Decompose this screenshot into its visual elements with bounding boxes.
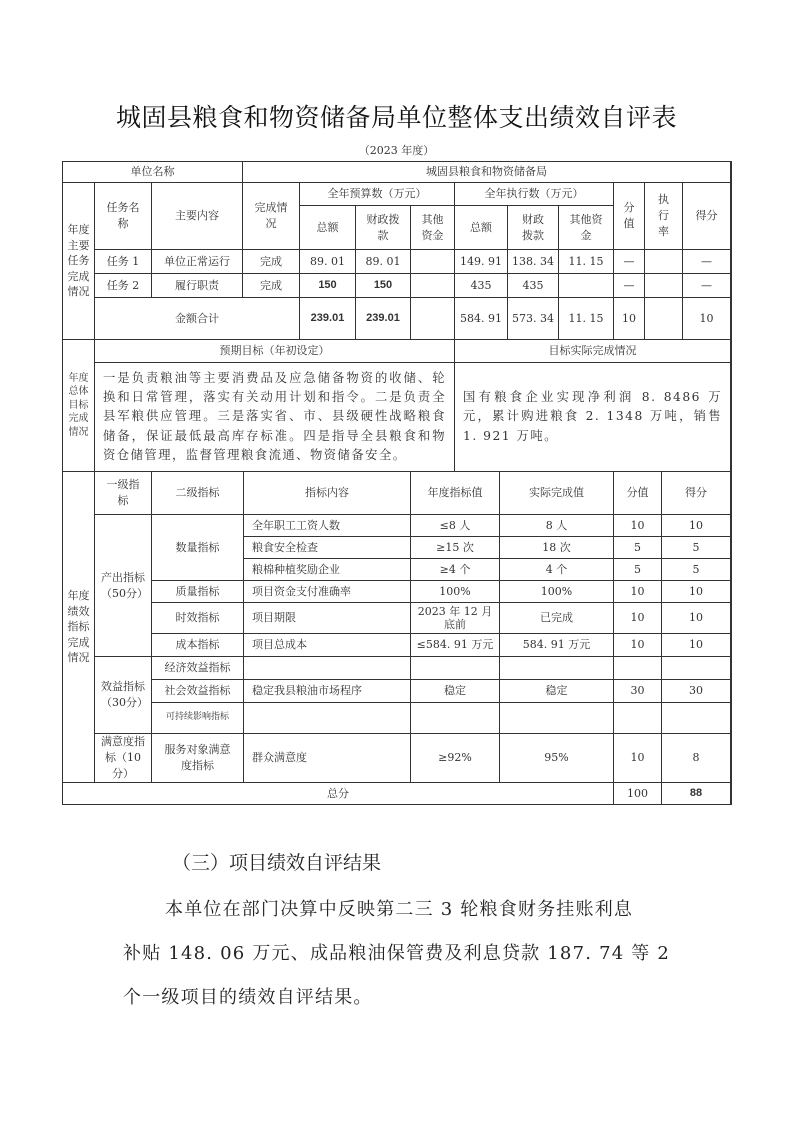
- indicator-row-8-actual: [499, 702, 614, 734]
- indicator-row-7-content: 稳定我县粮油市场程序: [243, 679, 411, 703]
- task-2-name: 任务 2: [94, 273, 152, 298]
- indicator-row-8-score: [661, 702, 731, 734]
- header-budget-fiscal: 财政拨款: [355, 205, 411, 250]
- goals-actual-header: 目标实际完成情况: [454, 339, 731, 363]
- indicator-row-5-score: 10: [661, 633, 731, 657]
- task-2-exec-fiscal: 435: [507, 273, 559, 298]
- header-budget-total: 总额: [299, 205, 356, 250]
- indicator-row-7-score: 30: [661, 679, 731, 703]
- level2-quantity: 数量指标: [151, 514, 244, 581]
- indicator-row-1-content: 粮食安全检查: [243, 536, 411, 559]
- level1-benefit: 效益指标（30分）: [94, 656, 152, 734]
- level2-satisfaction: 服务对象满意度指标: [151, 733, 244, 783]
- level2-timeliness: 时效指标: [151, 602, 244, 634]
- header-ind-score: 得分: [661, 471, 731, 515]
- task-1-status: 完成: [242, 249, 300, 274]
- indicator-row-0-score-value: 10: [613, 514, 662, 537]
- results-heading: （三）项目绩效自评结果: [172, 852, 382, 874]
- task-1-exec-fiscal: 138. 34: [507, 249, 559, 274]
- task-2-score-value: —: [613, 273, 645, 298]
- indicator-row-1-score: 5: [661, 536, 731, 559]
- header-score-value: 分值: [613, 182, 645, 250]
- indicator-row-0-actual: 8 人: [499, 514, 614, 537]
- header-exec-group: 全年执行数（万元）: [454, 182, 614, 206]
- header-task-name: 任务名称: [94, 182, 152, 250]
- task-1-exec-other: 11. 15: [558, 249, 614, 274]
- total-score: 10: [682, 297, 731, 340]
- indicator-row-2-score: 5: [661, 558, 731, 581]
- indicator-row-9-target: ≥92%: [410, 733, 500, 783]
- level1-satisfaction: 满意度指标（10分）: [94, 733, 152, 783]
- total-score-value: 10: [613, 297, 645, 340]
- unit-name-value: 城固县粮食和物资储备局: [242, 161, 731, 183]
- header-exec-total: 总额: [454, 205, 508, 250]
- document-title: 城固县粮食和物资储备局单位整体支出绩效自评表: [115, 103, 677, 132]
- header-indicator-content: 指标内容: [243, 471, 411, 515]
- task-1-budget-total: 89. 01: [299, 249, 356, 274]
- indicator-row-5-score-value: 10: [613, 633, 662, 657]
- indicator-row-0-score: 10: [661, 514, 731, 537]
- task-2-exec-other: [558, 273, 614, 298]
- indicator-row-9-actual: 95%: [499, 733, 614, 783]
- indicator-row-6-target: [410, 656, 500, 680]
- task-1-exec-rate: [644, 249, 683, 274]
- indicators-side-label: 年度绩效指标完成情况: [62, 471, 95, 783]
- task-2-status: 完成: [242, 273, 300, 298]
- indicator-row-0-content: 全年职工工资人数: [243, 514, 411, 537]
- header-main-content: 主要内容: [151, 182, 243, 250]
- task-2-exec-rate: [644, 273, 683, 298]
- results-line-1: 本单位在部门决算中反映第二三 3 轮粮食财务挂账利息: [165, 899, 634, 920]
- header-budget-group: 全年预算数（万元）: [299, 182, 455, 206]
- task-2-exec-total: 435: [454, 273, 508, 298]
- total-label: 金额合计: [94, 297, 300, 340]
- indicator-row-7-target: 稳定: [410, 679, 500, 703]
- task-2-budget-total: 150: [299, 273, 356, 298]
- header-level1: 一级指标: [94, 471, 152, 515]
- indicator-row-6-actual: [499, 656, 614, 680]
- task-2-budget-fiscal: 150: [355, 273, 411, 298]
- indicator-row-4-score: 10: [661, 602, 731, 634]
- level2-economic: 经济效益指标: [151, 656, 244, 680]
- total-budget-fiscal: 239.01: [355, 297, 411, 340]
- goals-expected-header: 预期目标（年初设定）: [94, 339, 455, 363]
- results-line-3: 个一级项目的绩效自评结果。: [123, 987, 373, 1008]
- indicator-row-2-content: 粮棉种植奖励企业: [243, 558, 411, 581]
- indicator-row-0-target: ≤8 人: [410, 514, 500, 537]
- task-1-name: 任务 1: [94, 249, 152, 274]
- header-ind-score-value: 分值: [613, 471, 662, 515]
- grand-total-score: 88: [661, 782, 731, 805]
- header-exec-fiscal: 财政拨款: [507, 205, 559, 250]
- indicator-row-8-content: [243, 702, 411, 734]
- task-1-score-value: —: [613, 249, 645, 274]
- indicator-row-1-score-value: 5: [613, 536, 662, 559]
- results-line-2: 补贴 148. 06 万元、成品粮油保管费及利息贷款 187. 74 等 2: [123, 943, 671, 964]
- total-exec-other: 11. 15: [558, 297, 614, 340]
- indicator-row-7-actual: 稳定: [499, 679, 614, 703]
- total-exec-total: 584. 91: [454, 297, 508, 340]
- indicator-row-5-actual: 584. 91 万元: [499, 633, 614, 657]
- header-exec-rate: 执行率: [644, 182, 683, 250]
- indicator-row-4-actual: 已完成: [499, 602, 614, 634]
- indicator-row-8-target: [410, 702, 500, 734]
- indicator-row-5-target: ≤584. 91 万元: [410, 633, 500, 657]
- indicator-row-4-content: 项目期限: [243, 602, 411, 634]
- indicator-row-4-score-value: 10: [613, 602, 662, 634]
- level1-output: 产出指标（50分）: [94, 514, 152, 657]
- header-actual-value: 实际完成值: [499, 471, 614, 515]
- indicator-row-1-actual: 18 次: [499, 536, 614, 559]
- indicator-row-1-target: ≥15 次: [410, 536, 500, 559]
- tasks-side-label: 年度主要任务完成情况: [62, 182, 95, 340]
- indicator-row-3-content: 项目资金支付准确率: [243, 580, 411, 603]
- indicator-row-2-score-value: 5: [613, 558, 662, 581]
- indicator-row-2-target: ≥4 个: [410, 558, 500, 581]
- indicator-row-7-score-value: 30: [613, 679, 662, 703]
- indicator-row-5-content: 项目总成本: [243, 633, 411, 657]
- grand-total-label: 总分: [62, 782, 614, 805]
- indicator-row-9-score: 8: [661, 733, 731, 783]
- level2-sustainable: 可持续影响指标: [151, 702, 244, 734]
- indicator-row-6-content: [243, 656, 411, 680]
- task-1-exec-total: 149. 91: [454, 249, 508, 274]
- total-budget-total: 239.01: [299, 297, 356, 340]
- task-2-score: —: [682, 273, 731, 298]
- total-exec-fiscal: 573. 34: [507, 297, 559, 340]
- indicator-row-3-actual: 100%: [499, 580, 614, 603]
- level2-quality: 质量指标: [151, 580, 244, 603]
- total-exec-rate: [644, 297, 683, 340]
- goals-expected-text: 一是负责粮油等主要消费品及应急储备物资的收储、轮换和日常管理，落实有关动用计划和指令。二是负责全县军粮供应管理。三是落实省、市、县级硬性战略粮食储备，保证最低最高库存标准。四是指导全县粮食和物资仓储管理，监督管理粮食流通、物资储备安全。: [94, 362, 455, 472]
- goals-side-label: 年度总体目标完成情况: [62, 339, 95, 472]
- task-1-content: 单位正常运行: [151, 249, 243, 274]
- document-subtitle: （2023 年度）: [358, 144, 435, 157]
- task-1-budget-fiscal: 89. 01: [355, 249, 411, 274]
- total-budget-other: [410, 297, 455, 340]
- indicator-row-8-score-value: [613, 702, 662, 734]
- grand-total-score-value: 100: [613, 782, 662, 805]
- task-2-content: 履行职责: [151, 273, 243, 298]
- header-exec-other: 其他资金: [558, 205, 614, 250]
- task-1-score: —: [682, 249, 731, 274]
- indicator-row-3-score-value: 10: [613, 580, 662, 603]
- task-1-budget-other: [410, 249, 455, 274]
- header-completion: 完成情况: [242, 182, 300, 250]
- header-annual-target: 年度指标值: [410, 471, 500, 515]
- indicator-row-4-target: 2023 年 12 月底前: [410, 602, 500, 634]
- indicator-row-9-content: 群众满意度: [243, 733, 411, 783]
- indicator-row-6-score: [661, 656, 731, 680]
- goals-actual-text: 国有粮食企业实现净利润 8. 8486 万元，累计购进粮食 2. 1348 万吨，销售 1. 921 万吨。: [454, 362, 731, 472]
- level2-social: 社会效益指标: [151, 679, 244, 703]
- indicator-row-9-score-value: 10: [613, 733, 662, 783]
- indicator-row-3-target: 100%: [410, 580, 500, 603]
- unit-name-label: 单位名称: [62, 161, 243, 183]
- task-2-budget-other: [410, 273, 455, 298]
- header-level2: 二级指标: [151, 471, 244, 515]
- level2-cost: 成本指标: [151, 633, 244, 657]
- indicator-row-3-score: 10: [661, 580, 731, 603]
- header-score: 得分: [682, 182, 731, 250]
- header-budget-other: 其他资金: [410, 205, 455, 250]
- indicator-row-6-score-value: [613, 656, 662, 680]
- indicator-row-2-actual: 4 个: [499, 558, 614, 581]
